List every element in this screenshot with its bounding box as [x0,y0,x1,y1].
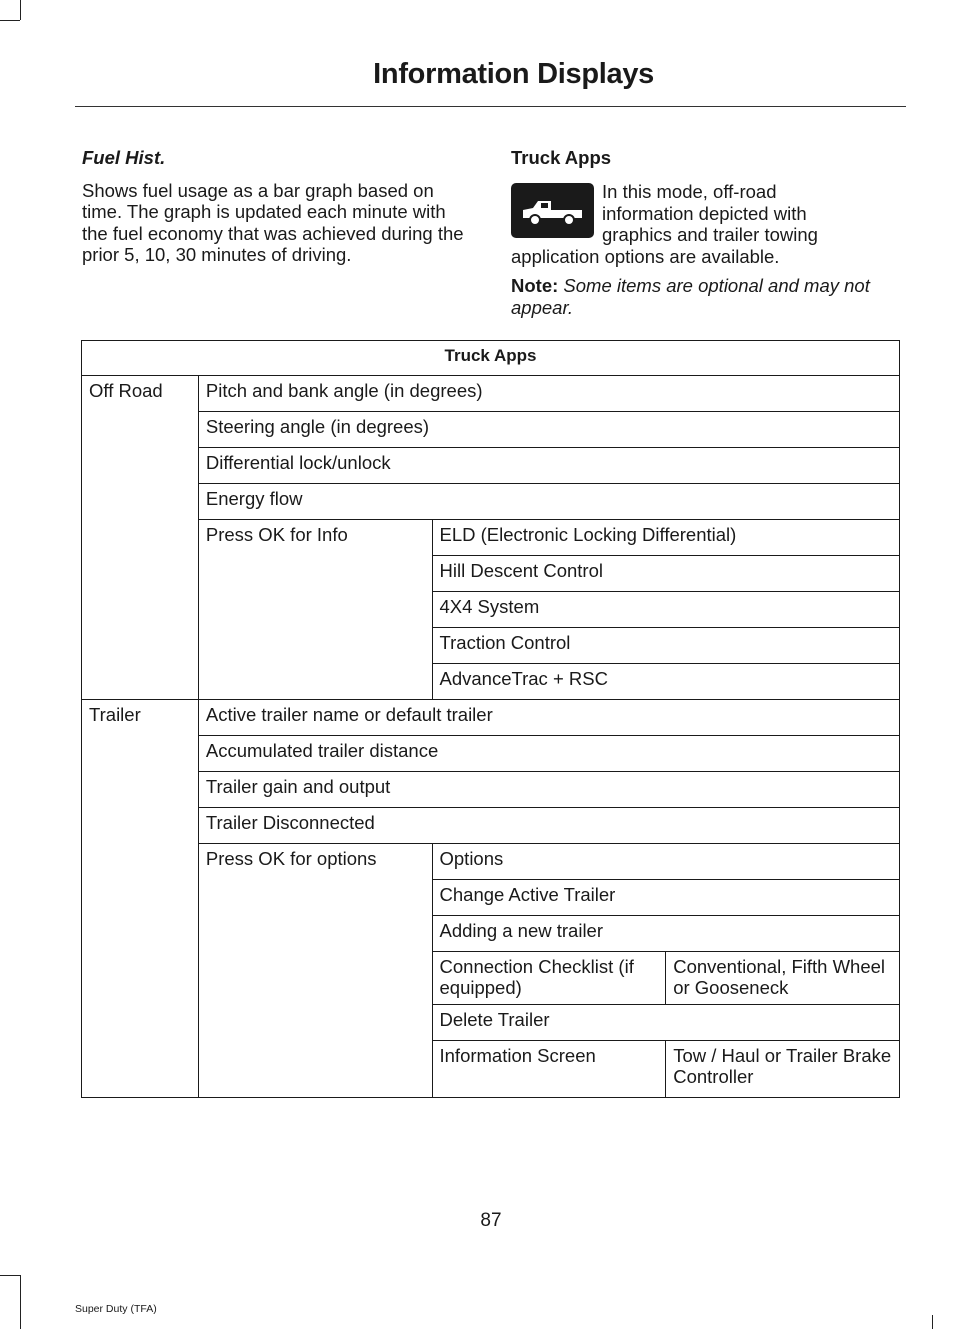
table-row [82,520,900,556]
crop-mark [20,0,21,20]
table-cell: Trailer Disconnected [198,808,899,844]
table-cell: Delete Trailer [432,1005,900,1041]
table-row [82,412,900,448]
table-cell: ELD (Electronic Locking Differential) [432,520,900,556]
table-cell: Adding a new trailer [432,916,900,952]
table-cell: AdvanceTrac + RSC [432,664,900,700]
page-number: 87 [480,1210,502,1231]
table-header: Truck Apps [82,341,900,376]
table-cell: Energy flow [198,484,899,520]
table-row [82,772,900,808]
table-cell: Change Active Trailer [432,880,900,916]
crop-mark [0,1275,20,1276]
truck-apps-description: In this mode, off-road information depicted with graphics and trailer towing application options are available. [511,181,818,267]
table-cell: Hill Descent Control [432,556,900,592]
table-row [82,376,900,412]
table-cell: Steering angle (in degrees) [198,412,899,448]
connection-types-cell: Conventional, Fifth Wheel or Gooseneck [666,952,900,1005]
table-cell: Trailer gain and output [198,772,899,808]
information-screen-cell: Information Screen [432,1041,666,1098]
connection-checklist-cell: Connection Checklist (if equipped) [432,952,666,1005]
table-cell: 4X4 System [432,592,900,628]
table-row [82,736,900,772]
truck-apps-heading: Truck Apps [511,147,612,168]
header-rule [75,106,906,107]
fuel-hist-section [82,147,474,266]
table-cell: Options [432,844,900,880]
table-cell: Accumulated trailer distance [198,736,899,772]
fuel-hist-body: Shows fuel usage as a bar graph based on time. The graph is updated each minute with the fuel economy that was achieved during the prior 5, 10, 30 minutes of driving. [82,179,464,265]
table-cell: Traction Control [432,628,900,664]
press-ok-options: Press OK for options [198,844,432,1098]
off-road-label: Off Road [82,376,199,700]
page-title: Information Displays [373,58,654,90]
crop-mark [20,1275,21,1329]
trailer-label: Trailer [82,700,199,1098]
table-cell: Active trailer name or default trailer [198,700,899,736]
table-row [82,700,900,736]
truck-apps-body [511,181,873,267]
fuel-hist-heading: Fuel Hist. [82,147,166,168]
note-text: Some items are optional and may not appear. [511,275,870,318]
table-row [82,484,900,520]
table-row [82,808,900,844]
crop-mark [932,1315,933,1329]
table-row [82,448,900,484]
table-row [82,844,900,880]
crop-mark [0,20,20,21]
truck-apps-table [81,340,900,1098]
note-label: Note: [511,275,559,296]
table-header-row [82,341,900,376]
table-cell: Differential lock/unlock [198,448,899,484]
footer-text: Super Duty (TFA) [75,1303,157,1315]
press-ok-info: Press OK for Info [198,520,432,700]
table-cell: Pitch and bank angle (in degrees) [198,376,899,412]
truck-apps-note [511,275,891,318]
information-screen-detail-cell: Tow / Haul or Trailer Brake Controller [666,1041,900,1098]
